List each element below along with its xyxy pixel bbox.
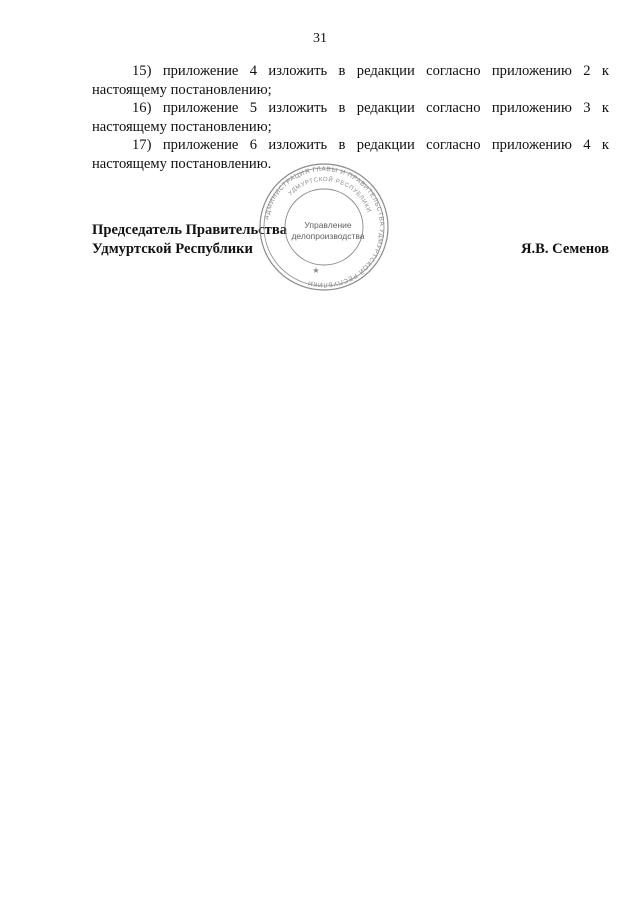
seal-graphic [258,162,390,292]
list-item: 17) приложение 6 изложить в редакции согласно приложению 4 к настоящему постановлению. [92,137,609,172]
list-item: 16) приложение 5 изложить в редакции согласно приложению 3 к настоящему постановлению; [92,100,609,135]
list-item: 15) приложение 4 изложить в редакции согласно приложению 2 к настоящему постановлению; [92,63,609,98]
signatory-name: Я.В. Семенов [520,241,609,257]
page-number: 31 [313,31,327,46]
official-seal-stamp [258,162,390,292]
document-body [92,62,609,174]
seal-inner-text: УДМУРТСКОЙ РЕСПУБЛИКИ [287,176,372,214]
signatory-title-line2: Удмуртской Республики [92,241,253,257]
seal-center-line1: Управление [304,220,352,230]
signatory-title-line1: Председатель Правительства [92,222,288,238]
seal-center-line2: делопроизводства [291,231,365,241]
seal-star-icon: ★ [312,266,320,275]
seal-outer-text: АДМИНИСТРАЦИЯ ГЛАВЫ И ПРАВИТЕЛЬСТВА УДМУРТСКОЙ РЕСПУБЛИКИ [263,165,386,289]
